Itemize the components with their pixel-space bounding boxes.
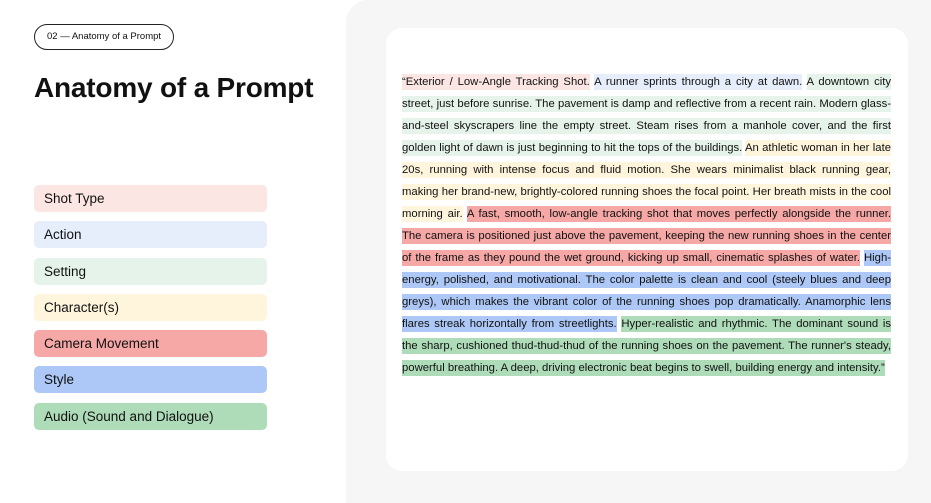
- segment-camera-movement: A fast, smooth, low-angle tracking shot that moves perfectly alongside the runner. The camera is positioned just above the pavement, keeping the new running shoes in the center of the frame as they pound the wet ground, kicking up small, cinematic splashes of water.: [402, 208, 892, 264]
- segment-style: High-energy, polished, and motivational. The color palette is clean and cool (steely blues and deep greys), which makes the vibrant color of the running shoes pop dramatically. Anamorphic lens flares streak horizontally from streetlights.: [402, 252, 891, 330]
- segment-audio: Hyper-realistic and rhythmic. The dominant sound is the sharp, cushioned thud-thud-thud of the running shoes on the pavement. The runner's steady, powerful breathing. A deep, driving electronic beat begins to swell, building energy and intensity.”: [402, 318, 891, 374]
- legend-item-setting: Setting: [34, 258, 267, 285]
- section-pill: 02 — Anatomy of a Prompt: [34, 24, 174, 50]
- legend-item-characters: Character(s): [34, 294, 267, 321]
- legend-item-audio: Audio (Sound and Dialogue): [34, 403, 267, 430]
- segment-characters: An athletic woman in her late 20s, running with intense focus and fluid motion. She wears minimalist black running gear, making her brand-new, brightly-colored running shoes the focal point. Her breath mists in the cool morning air.: [402, 142, 891, 220]
- segment-shot-type: “Exterior / Low-Angle Tracking Shot.: [402, 76, 590, 88]
- left-panel: [0, 0, 346, 503]
- page-title: Anatomy of a Prompt: [34, 72, 314, 103]
- legend-item-shot-type: Shot Type: [34, 185, 267, 212]
- segment-action: A runner sprints through a city at dawn.: [594, 76, 803, 88]
- segment-setting: A downtown city street, just before sunrise. The pavement is damp and reflective from a recent rain. Modern glass-and-steel skyscrapers line the empty street. Steam rises from a manhole cover, and the first golden light of dawn is just beginning to hit the tops of the buildings.: [402, 76, 892, 154]
- legend-item-style: Style: [34, 366, 267, 393]
- prompt-text: [402, 71, 891, 379]
- legend: [34, 185, 267, 439]
- legend-item-action: Action: [34, 221, 267, 248]
- legend-item-camera-movement: Camera Movement: [34, 330, 267, 357]
